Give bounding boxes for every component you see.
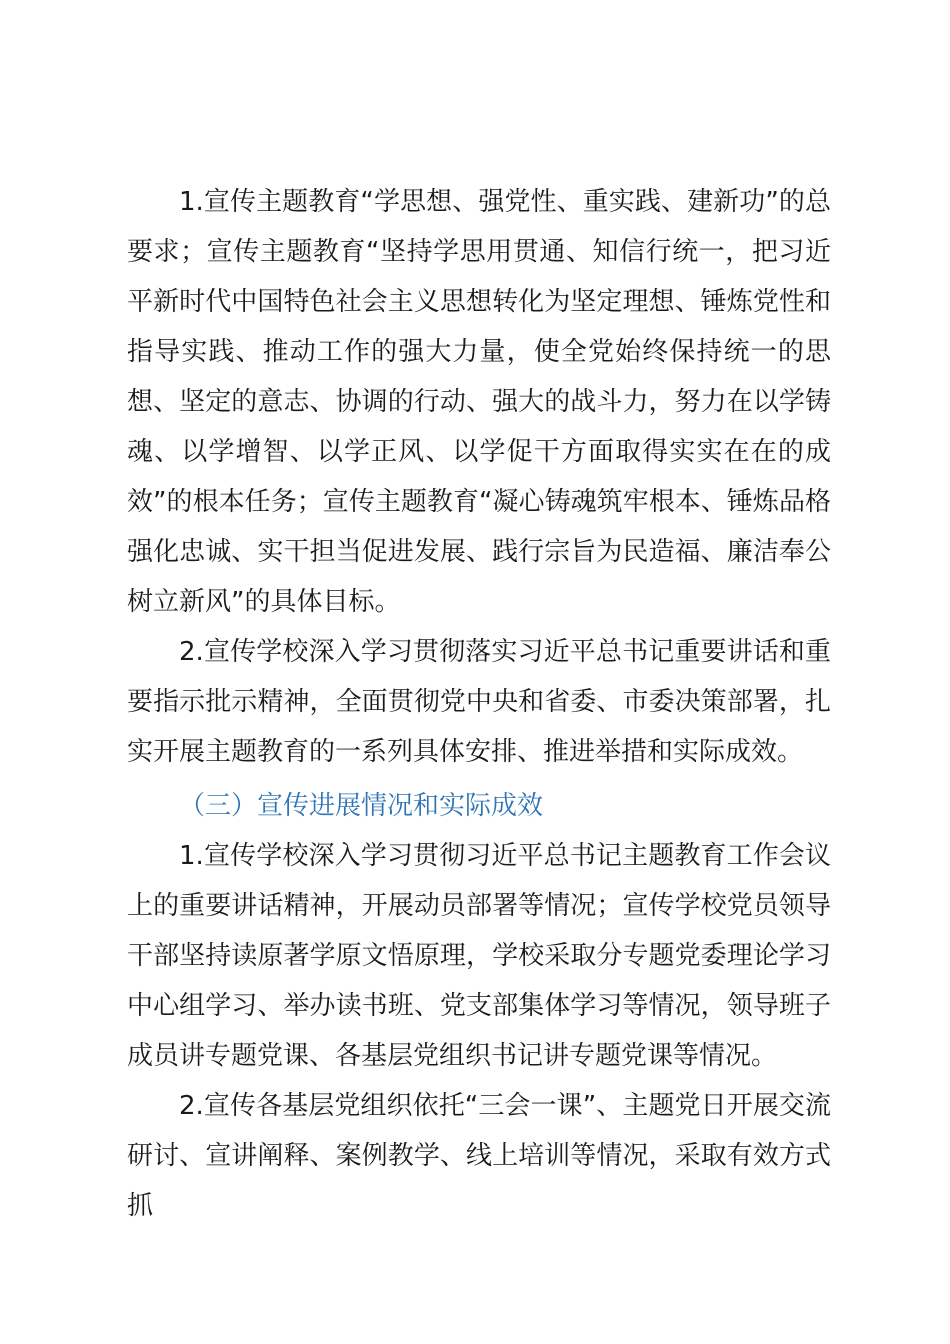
paragraph-4: 2.宣传各基层党组织依托“三会一课”、主题党日开展交流研讨、宣讲阐释、案例教学、线上培训等情况，采取有效方式抓	[127, 1091, 831, 1221]
paragraph-2: 2.宣传学校深入学习贯彻落实习近平总书记重要讲话和重要指示批示精神，全面贯彻党中央和省委、市委决策部署，扎实开展主题教育的一系列具体安排、推进举措和实际成效。	[127, 637, 831, 767]
document-body	[127, 177, 831, 1231]
paragraph-1: 1.宣传主题教育“学思想、强党性、重实践、建新功”的总要求；宣传主题教育“坚持学思用贯通、知信行统一，把习近平新时代中国特色社会主义思想转化为坚定理想、锤炼党性和指导实践、推动工作的强大力量，使全党始终保持统一的思想、坚定的意志、协调的行动、强大的战斗力，努力在以学铸魂、以学增智、以学正风、以学促干方面取得实实在在的成效”的根本任务；宣传主题教育“凝心铸魂筑牢根本、锤炼品格强化忠诚、实干担当促进发展、践行宗旨为民造福、廉洁奉公树立新风”的具体目标。	[127, 187, 831, 617]
paragraph-3: 1.宣传学校深入学习贯彻习近平总书记主题教育工作会议上的重要讲话精神，开展动员部署等情况；宣传学校党员领导干部坚持读原著学原文悟原理，学校采取分专题党委理论学习中心组学习、举办读书班、党支部集体学习等情况，领导班子成员讲专题党课、各基层党组织书记讲专题党课等情况。	[127, 841, 831, 1071]
section-heading: （三）宣传进展情况和实际成效	[179, 791, 544, 821]
